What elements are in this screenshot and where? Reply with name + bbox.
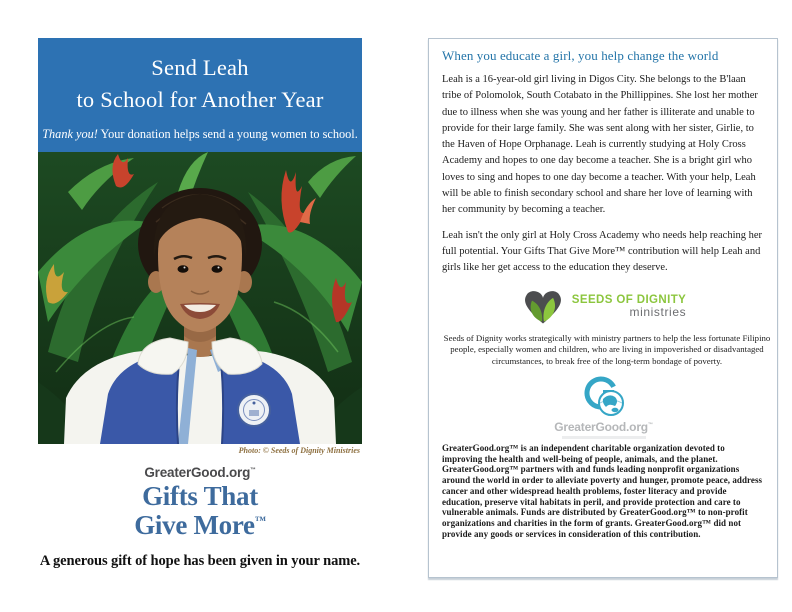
gift-message: A generous gift of hope has been given in your name. [39,553,361,570]
gifts-that-give-more-logo [38,466,362,538]
greatergood-wordmark-text: GreaterGood.org [144,465,251,480]
seeds-name: SEEDS OF DIGNITY [571,294,687,307]
legal-fine-print: GreaterGood.org™ is an independent charitable organization devoted to improving the health and well-being of people, animals, and the planet. GreaterGood.org™ partners with and funds leading nonprofit organizations around the world in order to alleviate poverty and hunger, promote peace, address cancer and other widespread health problems, foster literacy and provide education, preserve vital habitats in peril, and provide protection and care to vulnerable animals. Funds are distributed by GreaterGood.org™ to non-profit organizations and charities in the form of grants. GreaterGood.org™ did not provide any goods or services in consideration of this contribution. [442,443,763,539]
give-more-text: Give More [134,509,255,540]
greatergood-globe-icon [581,373,627,419]
right-info-panel [428,38,778,578]
story-paragraph-2: Leah isn't the only girl at Holy Cross Academy who needs help reaching her full potential. Your Gifts That Give More™ contribution will help Leah and girls like her get access to the education they deserve. [442,229,763,274]
seeds-logo-text [572,294,686,319]
card-tagline [38,127,362,142]
girl-photo-illustration [38,152,362,444]
greatergood-label-text: GreaterGood.org [554,420,648,435]
card-title [38,52,362,116]
seeds-description: Seeds of Dignity works strategically with ministry partners to help the less fortunate Filipino people, especially women and children, who are living in impoverished or disadvantaged circumstances, to break free of the long-term bondage of poverty. [443,332,771,366]
greatergood-tagline-bar [562,436,646,439]
info-heading: When you educate a girl, you help change the world [442,48,719,63]
photo-credit: Photo: © Seeds of Dignity Ministries [238,446,360,455]
left-card-panel [38,38,362,570]
trademark-symbol: ™ [647,422,653,429]
trademark-symbol: ™ [250,467,256,474]
seeds-ministries: ministries [629,305,687,320]
greatergood-wordmark [38,466,362,480]
story-paragraph-1: Leah is a 16-year-old girl living in Digos City. She belongs to the B'laan tribe of Polomolok, South Cotabato in the Phillippines. She lost her mother due to illness when she was young and her father is illiterate and unable to provide for their large family. She was sent along with her sister, Girlie, to the Haven of Hope Orphanage. Leah is currently studying at Holy Cross Academy and hopes to one day become a teacher. She is a bright girl who loves to sing and hopes to one day become a teacher. With your help, Leah will be able to finish secondary school and share her love of learning with her community by becoming a teacher. [442,74,758,216]
gifts-that-line: Gifts That [142,480,258,511]
greatergood-logo [442,373,765,439]
heart-leaves-icon [521,286,565,328]
card-title-line2: to School for Another Year [76,86,324,112]
card-header [38,38,362,152]
tagline-rest: Your donation helps send a young women to school. [97,126,358,141]
tagline-thank-you: Thank you! [42,126,98,141]
trademark-symbol: ™ [254,514,266,527]
give-more-line [38,509,362,540]
girl-photo [38,152,362,444]
greatergood-label [554,420,653,434]
card-title-line1: Send Leah [151,55,249,80]
seeds-of-dignity-logo [442,286,765,328]
